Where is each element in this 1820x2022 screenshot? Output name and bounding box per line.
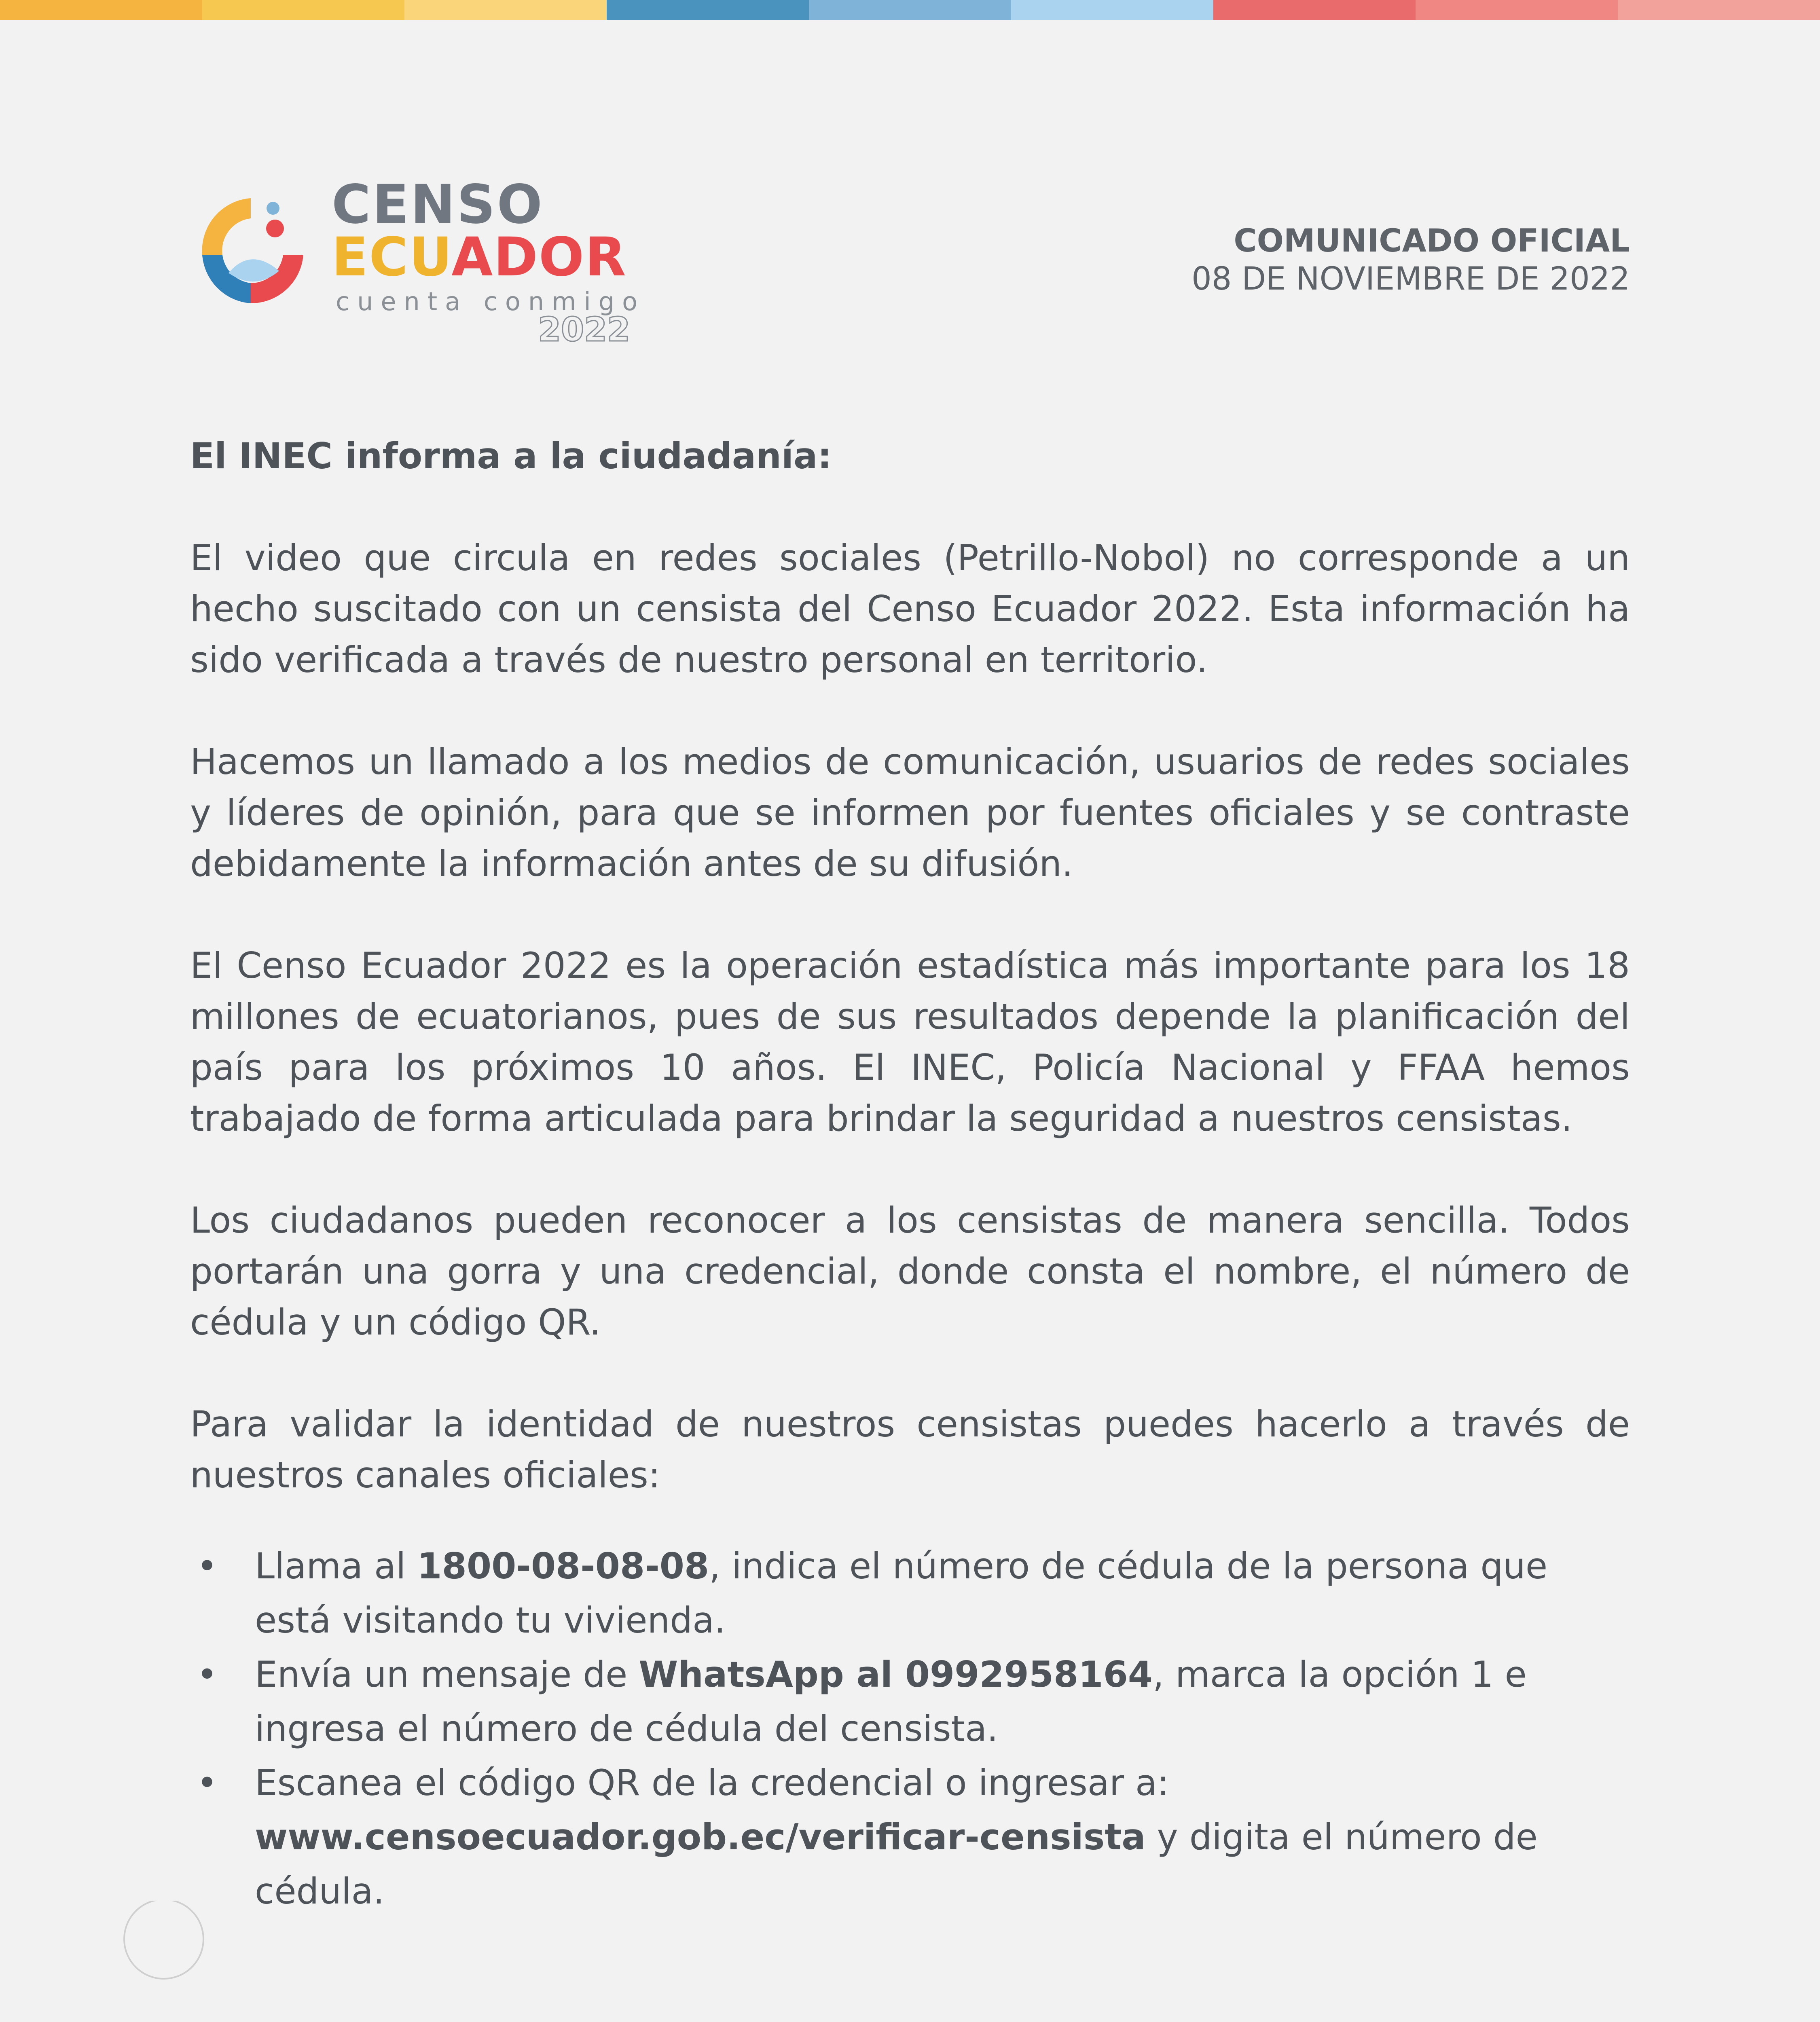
communique-kind: COMUNICADO OFICIAL	[1234, 223, 1630, 259]
color-stripe	[0, 0, 1820, 20]
list-text: Envía un mensaje de	[255, 1654, 639, 1695]
list-item	[190, 1756, 1630, 1918]
logo-censo-text: CENSO	[332, 173, 544, 236]
communique-date: 08 DE NOVIEMBRE DE 2022	[1191, 260, 1630, 297]
stripe-seg	[1618, 0, 1820, 20]
stripe-seg	[607, 0, 809, 20]
list-text: y digita el número de cédula.	[255, 1816, 1538, 1912]
whatsapp-number: WhatsApp al 0992958164	[639, 1654, 1153, 1695]
bullet-icon: •	[197, 1762, 218, 1804]
logo-year: 2022	[538, 311, 631, 349]
communique-header	[1191, 222, 1630, 298]
paragraph: Para validar la identidad de nuestros censistas puedes hacerlo a través de nuestros canales oficiales:	[190, 1403, 1630, 1496]
stripe-seg	[404, 0, 607, 20]
paragraph: El Censo Ecuador 2022 es la operación estadística más importante para los 18 millones de ecuatorianos, pues de sus resultados depende la planificación del país para los próximos 10 años. El INEC, Policía Nacional y FFAA hemos trabajado de forma articulada para brindar la seguridad a nuestros censistas.	[190, 945, 1630, 1139]
stripe-seg	[1416, 0, 1618, 20]
censo-ecuador-logo	[190, 173, 655, 356]
communique-body	[190, 431, 1630, 1918]
list-item	[190, 1648, 1630, 1756]
validation-channels-list	[190, 1539, 1630, 1918]
intro-heading: El INEC informa a la ciudadanía:	[190, 435, 832, 477]
bullet-icon: •	[197, 1654, 218, 1695]
logo-ecuador-text	[332, 226, 627, 288]
list-text: Escanea el código QR de la credencial o ingresar a:	[255, 1762, 1169, 1804]
paragraph: El video que circula en redes sociales (Petrillo-Nobol) no corresponde a un hecho suscitado con un censista del Censo Ecuador 2022. Esta información ha sido verificada a través de nuestro personal en territorio.	[190, 537, 1630, 681]
logo-ecuador-b: ADOR	[451, 226, 627, 288]
censo-swirl-icon	[190, 186, 311, 307]
bullet-icon: •	[197, 1545, 218, 1587]
decorative-circles	[0, 1901, 526, 2022]
stripe-seg	[809, 0, 1011, 20]
list-item	[190, 1539, 1630, 1648]
stripe-seg	[1011, 0, 1213, 20]
stripe-seg	[0, 0, 202, 20]
stripe-seg	[1213, 0, 1416, 20]
paragraph: Hacemos un llamado a los medios de comunicación, usuarios de redes sociales y líderes de opinión, para que se informen por fuentes oficiales y se contraste debidamente la información antes de su difusión.	[190, 741, 1630, 884]
list-text: Llama al	[255, 1545, 417, 1587]
verification-url: www.censoecuador.gob.ec/verificar-censista	[255, 1816, 1146, 1858]
list-text: , indica el número de cédula de la persona que está visitando tu vivienda.	[255, 1545, 1548, 1641]
phone-number: 1800-08-08-08	[417, 1545, 709, 1587]
logo-ecuador-a: ECU	[332, 226, 452, 288]
list-text: , marca la opción 1 e ingresa el número de cédula del censista.	[255, 1654, 1527, 1749]
logo-tagline: cuenta conmigo	[336, 287, 645, 316]
stripe-seg	[202, 0, 404, 20]
paragraph: Los ciudadanos pueden reconocer a los censistas de manera sencilla. Todos portarán una gorra y una credencial, donde consta el nombre, el número de cédula y un código QR.	[190, 1199, 1630, 1343]
